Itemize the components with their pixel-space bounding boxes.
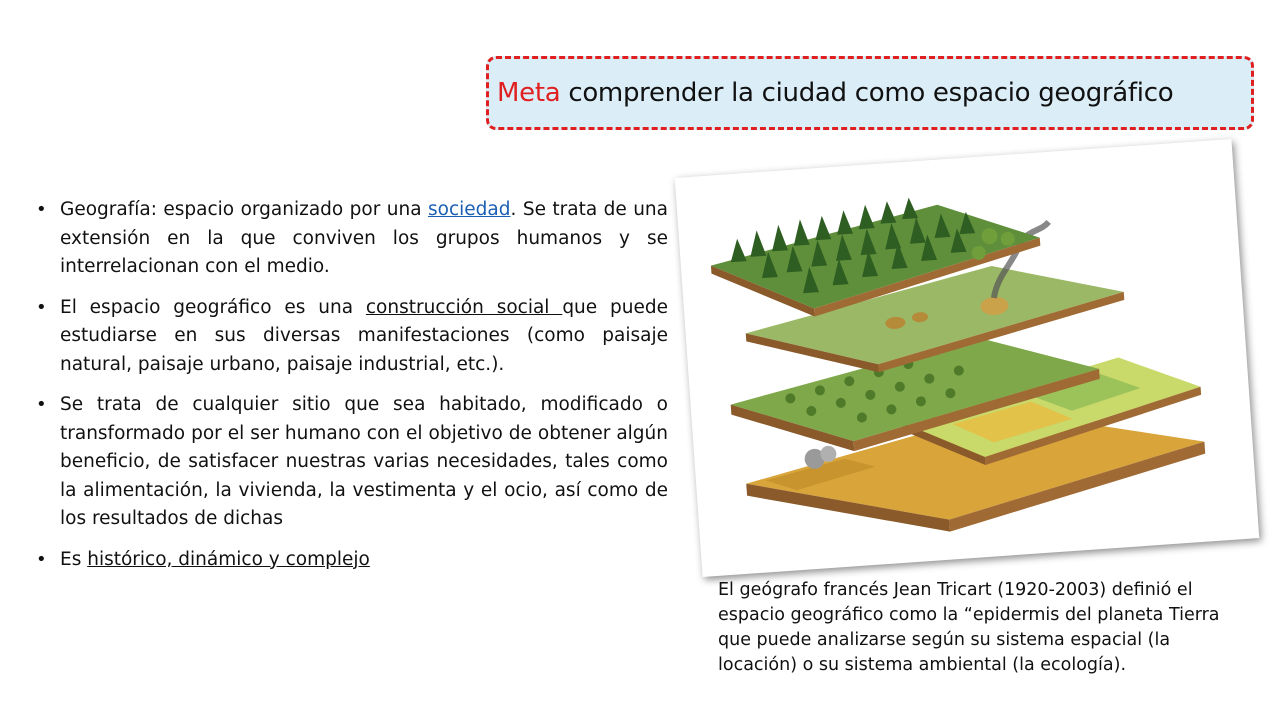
bullet-list [36, 196, 668, 586]
title-box [486, 56, 1254, 130]
underlined-term: construcción social [365, 296, 563, 318]
caption-line: espacio geográfico como la “epidermis del planeta Tierra [718, 605, 1220, 625]
bullet-text: Es [60, 548, 88, 570]
landscape-illustration [675, 139, 1260, 577]
caption-line: El geógrafo francés Jean Tricart (1920-2003) definió el [718, 580, 1193, 600]
caption-line: locación) o su sistema ambiental (la ecología). [718, 655, 1127, 675]
title-text: comprender la ciudad como espacio geográfico [560, 78, 1174, 108]
title-highlight: Meta [497, 78, 561, 108]
slide-title [497, 78, 1173, 108]
layered-landscape-illustration [685, 150, 1248, 567]
underlined-term: histórico, dinámico y complejo [87, 548, 370, 570]
sociedad-link[interactable]: sociedad [428, 199, 511, 220]
bullet-text: El espacio geográfico es una [60, 296, 366, 318]
bullet-item [36, 546, 668, 575]
caption [718, 578, 1280, 678]
bullet-text: que puede estudiarse en sus diversas manifestaciones (como paisaje natural, paisaje urbano, paisaje industrial, etc.). [60, 296, 668, 375]
bullet-text: . Se trata de una extensión en la que conviven los grupos humanos y se interrelacionan con el medio. [60, 199, 668, 277]
caption-line: que puede analizarse según su sistema espacial (la [718, 630, 1171, 650]
bullet-item [36, 391, 668, 534]
bullet-text: Se trata de cualquier sitio que sea habitado, modificado o transformado por el ser humano con el objetivo de obtener algún beneficio, de satisfacer nuestras varias necesidades, tales como la alimentación, la vivienda, la vestimenta y el ocio, así como de los resultados de dichas [60, 394, 668, 529]
bullet-item [36, 196, 668, 282]
bullet-item [36, 294, 668, 380]
bullet-text: Geografía: espacio organizado por una [60, 199, 429, 220]
